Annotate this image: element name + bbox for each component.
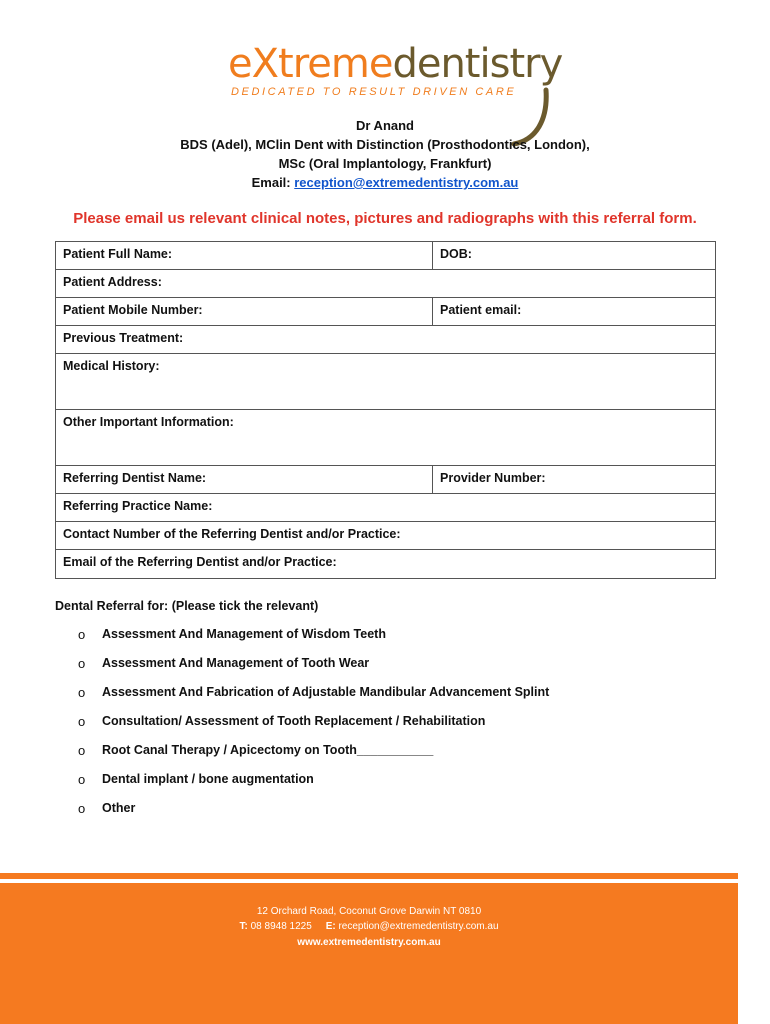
medical-history-field[interactable]: Medical History: <box>63 359 160 373</box>
doctor-qualifications-1: BDS (Adel), MClin Dent with Distinction (Prosthodontics, London), <box>180 137 590 152</box>
form-row <box>56 242 715 270</box>
referral-option[interactable]: o Assessment And Fabrication of Adjustable Mandibular Advancement Splint <box>78 685 550 700</box>
referral-form-table <box>55 241 716 579</box>
doctor-email-line <box>0 173 770 192</box>
form-row <box>56 354 715 410</box>
referral-option[interactable]: o Assessment And Management of Tooth Wear <box>78 656 370 671</box>
referral-option[interactable]: o Dental implant / bone augmentation <box>78 772 314 787</box>
checkbox-bullet-icon[interactable]: o <box>78 772 86 787</box>
brand-logo <box>228 40 563 120</box>
checkbox-bullet-icon[interactable]: o <box>78 656 86 671</box>
patient-email-field[interactable]: Patient email: <box>440 303 522 317</box>
referral-option[interactable]: o Consultation/ Assessment of Tooth Replacement / Rehabilitation <box>78 714 486 729</box>
doctor-header <box>0 116 770 192</box>
referral-option[interactable]: o Assessment And Management of Wisdom Teeth <box>78 627 386 642</box>
patient-full-name-field[interactable]: Patient Full Name: <box>56 242 433 269</box>
referral-option[interactable]: o Other <box>78 801 136 816</box>
referral-title: Dental Referral for: (Please tick the relevant) <box>55 599 319 613</box>
doctor-name: Dr Anand <box>355 118 415 133</box>
checkbox-bullet-icon[interactable]: o <box>78 627 86 642</box>
footer-phone[interactable]: 08 8948 1225 <box>250 921 312 932</box>
patient-address-field[interactable]: Patient Address: <box>63 275 162 289</box>
patient-mobile-field[interactable]: Patient Mobile Number: <box>56 298 433 325</box>
brand-tagline: DEDICATED TO RESULT DRIVEN CARE <box>231 86 517 98</box>
footer-email[interactable]: reception@extremedentistry.com.au <box>338 921 499 932</box>
form-row <box>56 466 715 494</box>
doctor-qualifications-2: MSc (Oral Implantology, Frankfurt) <box>278 156 492 171</box>
form-row <box>56 410 715 466</box>
referral-options <box>78 627 549 830</box>
form-row <box>56 494 715 522</box>
dob-field[interactable]: DOB: <box>440 247 472 261</box>
form-row <box>56 326 715 354</box>
email-label: Email: <box>251 175 291 190</box>
referral-option[interactable]: o Root Canal Therapy / Apicectomy on Tooth___________ <box>78 743 434 758</box>
footer-address: 12 Orchard Road, Coconut Grove Darwin NT 0810 <box>256 906 482 917</box>
form-row <box>56 522 715 550</box>
footer <box>0 883 738 1024</box>
email-link[interactable]: reception@extremedentistry.com.au <box>294 175 519 190</box>
contact-number-field[interactable]: Contact Number of the Referring Dentist and/or Practice: <box>63 527 401 541</box>
form-row <box>56 298 715 326</box>
footer-divider <box>0 873 738 879</box>
other-info-field[interactable]: Other Important Information: <box>63 415 234 429</box>
form-row <box>56 550 715 579</box>
checkbox-bullet-icon[interactable]: o <box>78 801 86 816</box>
provider-number-field[interactable]: Provider Number: <box>440 471 546 485</box>
form-row <box>56 270 715 298</box>
referral-notice: Please email us relevant clinical notes, pictures and radiographs with this referral form. <box>73 210 697 227</box>
checkbox-bullet-icon[interactable]: o <box>78 685 86 700</box>
checkbox-bullet-icon[interactable]: o <box>78 743 86 758</box>
previous-treatment-field[interactable]: Previous Treatment: <box>63 331 184 345</box>
footer-website[interactable]: www.extremedentistry.com.au <box>297 937 441 948</box>
referring-dentist-field[interactable]: Referring Dentist Name: <box>56 466 433 493</box>
brand-wordmark: eXtremedentistry <box>228 41 563 87</box>
checkbox-bullet-icon[interactable]: o <box>78 714 86 729</box>
referring-practice-field[interactable]: Referring Practice Name: <box>63 499 213 513</box>
referrer-email-field[interactable]: Email of the Referring Dentist and/or Practice: <box>63 555 337 569</box>
footer-contact: T: 08 8948 1225 E: reception@extremedentistry.com.au <box>239 921 499 932</box>
